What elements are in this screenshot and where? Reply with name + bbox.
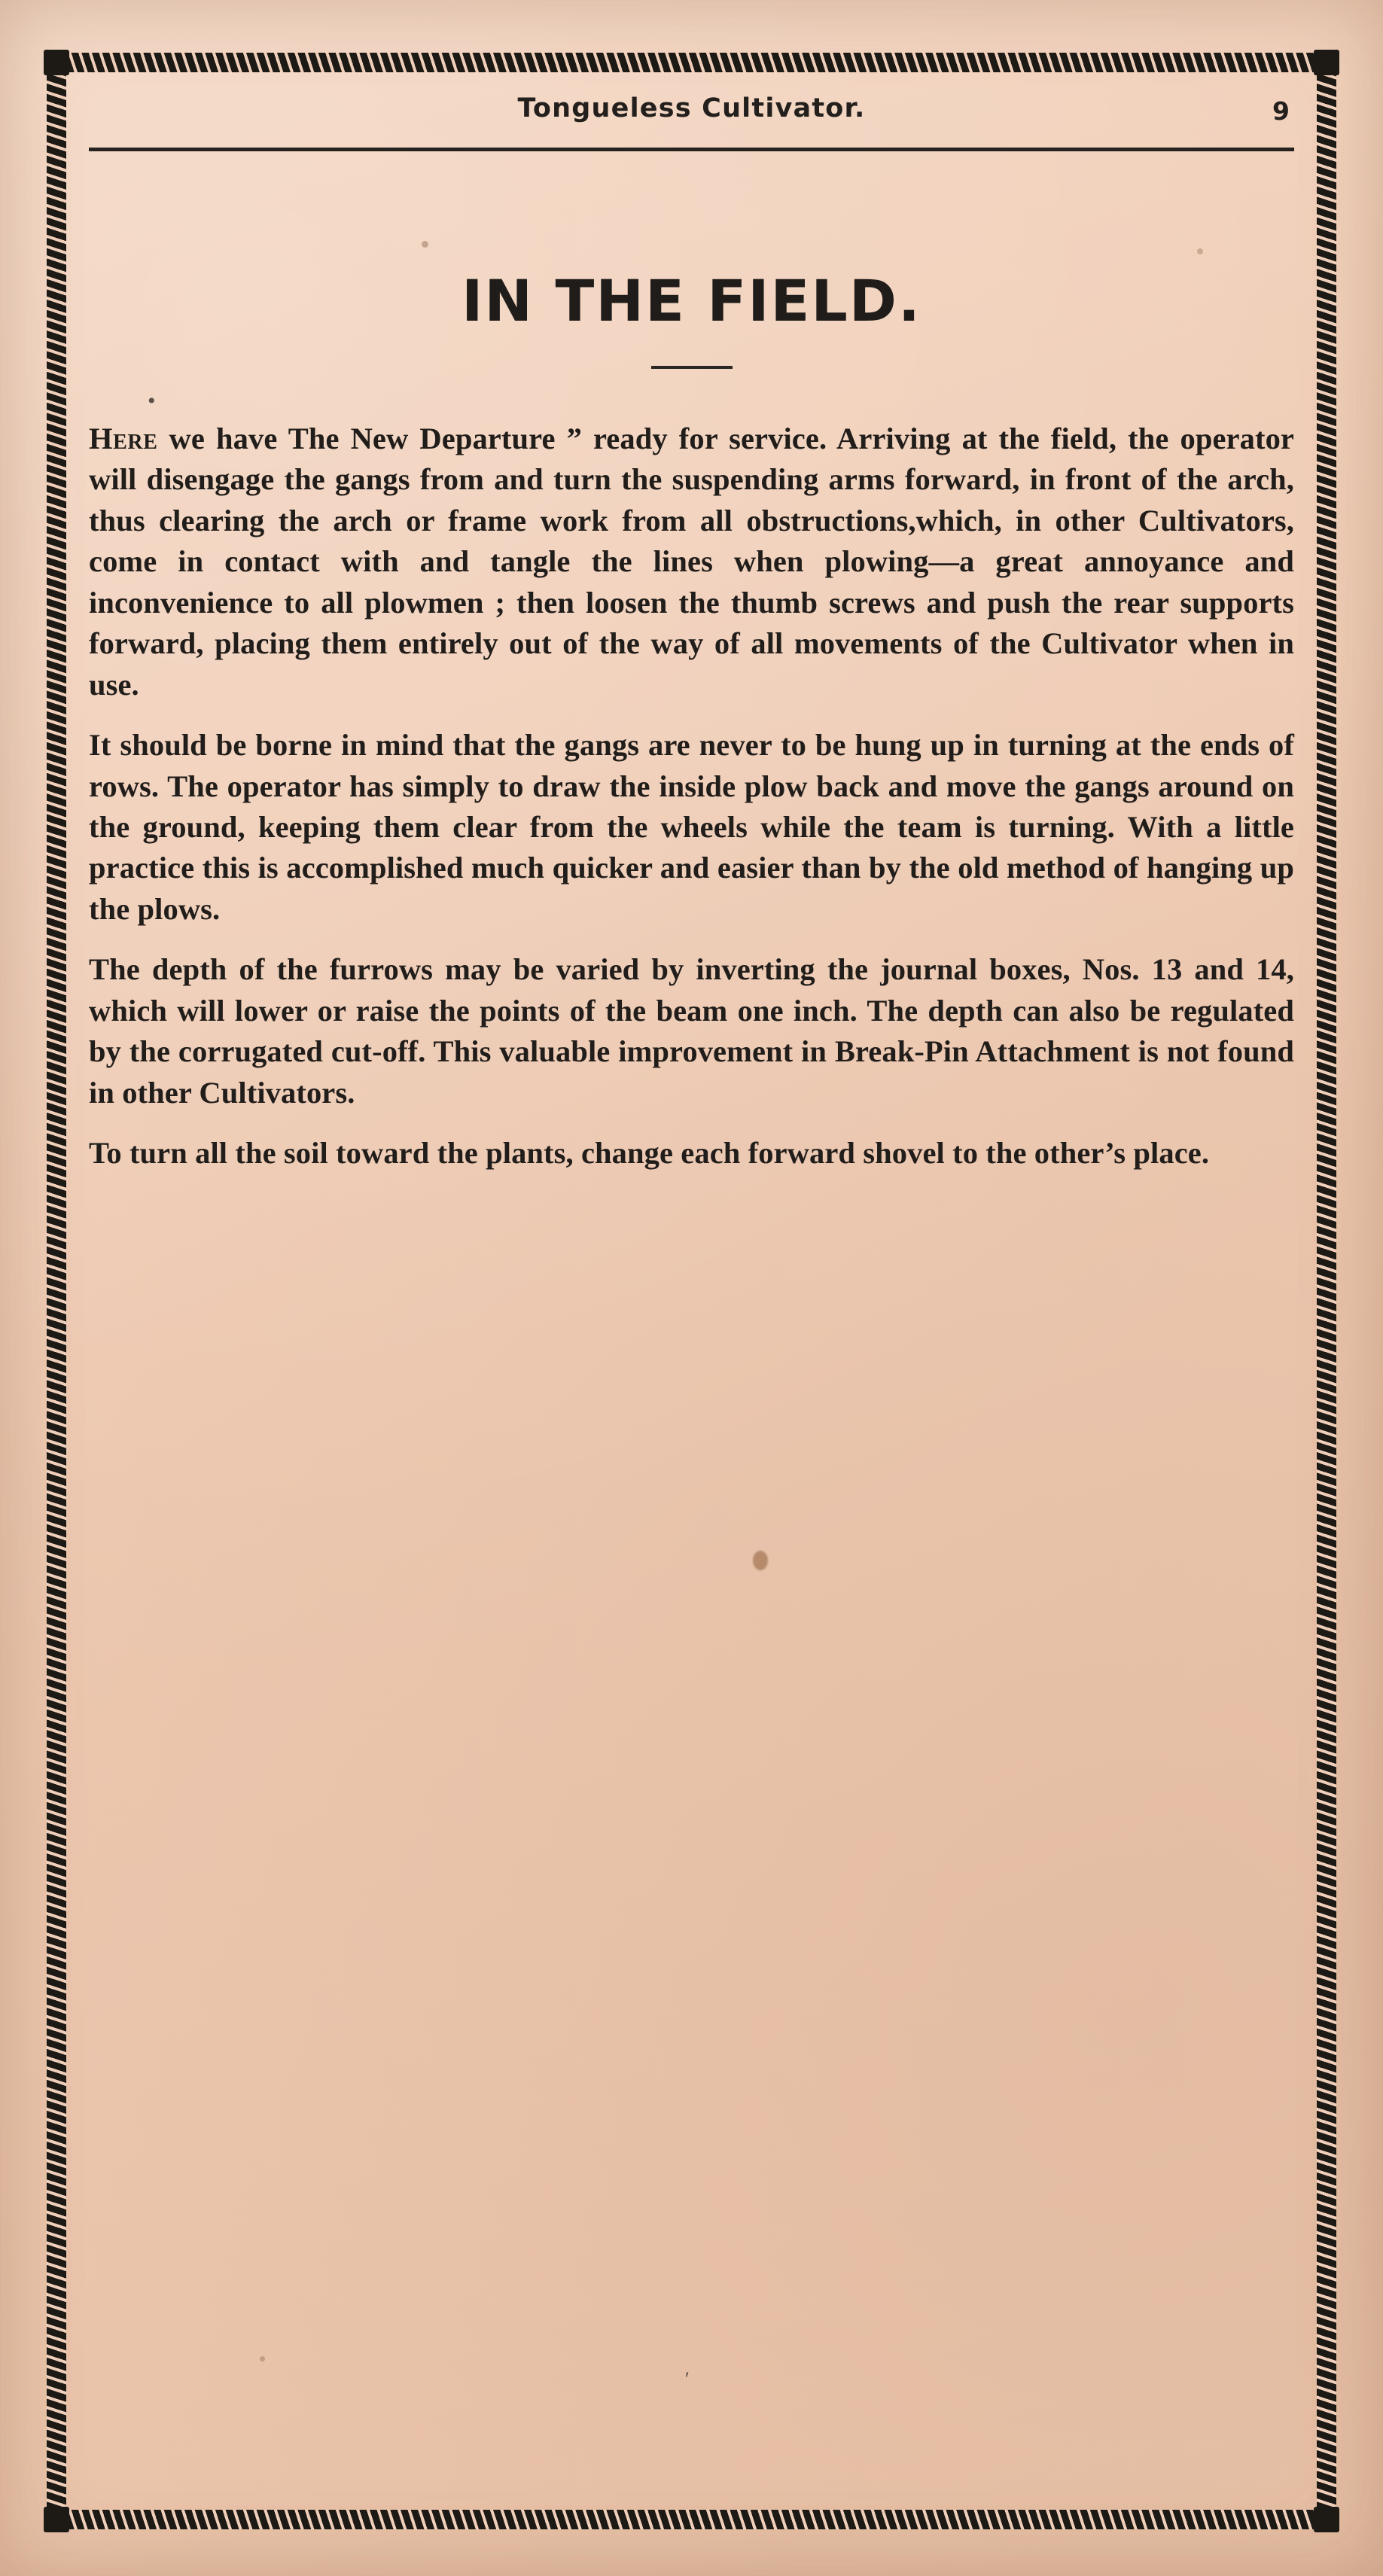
border-corner-knot-bottom-right (1314, 2507, 1339, 2532)
border-bottom-rope (47, 2510, 1336, 2529)
running-head (89, 89, 1294, 158)
running-head-title: Tongueless Cultivator. (517, 93, 866, 123)
paragraph-1-text: we have The New Departure ” ready for service. Arriving at the field, the operator will disengage the gangs from and turn the suspending arms forward, in front of the arch, thus clearing the arch or frame work from all obstructions,which, in other Cultivators, come in contact with and tangle the lines when plowing—a great annoyance and inconvenience to all plowmen ; then loosen the thumb screws and push the rear supports forward, placing them entirely out of the way of all movements of the Cultivator when in use. (89, 421, 1294, 702)
paragraph-4: To turn all the soil toward the plants, change each forward shovel to the other’s place. (89, 1136, 1210, 1171)
paragraph-2: It should be borne in mind that the gangs are never to be hung up in turning at the ends of rows. The operator has simply to draw the inside plow back and move the gangs around on the ground, keeping them clear from the wheels while the team is turning. With a little practice this is accomplished much quicker and easier than by the old method of hanging up the plows. (89, 728, 1294, 926)
page-content (89, 89, 1294, 2493)
border-corner-knot-bottom-left (44, 2507, 69, 2532)
body-text (89, 419, 1294, 1174)
page-title: IN THE FIELD. (462, 267, 921, 334)
header-rule (89, 148, 1294, 151)
border-left-rope (47, 53, 66, 2529)
paragraph-1-lead-in: Here (89, 421, 158, 455)
paragraph-3: The depth of the furrows may be varied by inverting the journal boxes, Nos. 13 and 14, which will lower or raise the points of the beam one inch. The depth can also be regulated by the corrugated cut-off. This valuable improvement in Break-Pin Attachment is not found in other Cultivators. (89, 952, 1294, 1110)
stray-mark-left: • (148, 388, 156, 413)
paragraph-1 (89, 419, 1294, 705)
border-corner-knot-top-right (1314, 50, 1339, 75)
title-divider (651, 366, 733, 369)
border-top-rope (47, 53, 1336, 72)
stray-mark-bottom: ′ (685, 2368, 690, 2390)
border-right-rope (1317, 53, 1336, 2529)
border-corner-knot-top-left (44, 50, 69, 75)
page-number: 9 (1272, 96, 1290, 126)
title-block (89, 267, 1294, 369)
